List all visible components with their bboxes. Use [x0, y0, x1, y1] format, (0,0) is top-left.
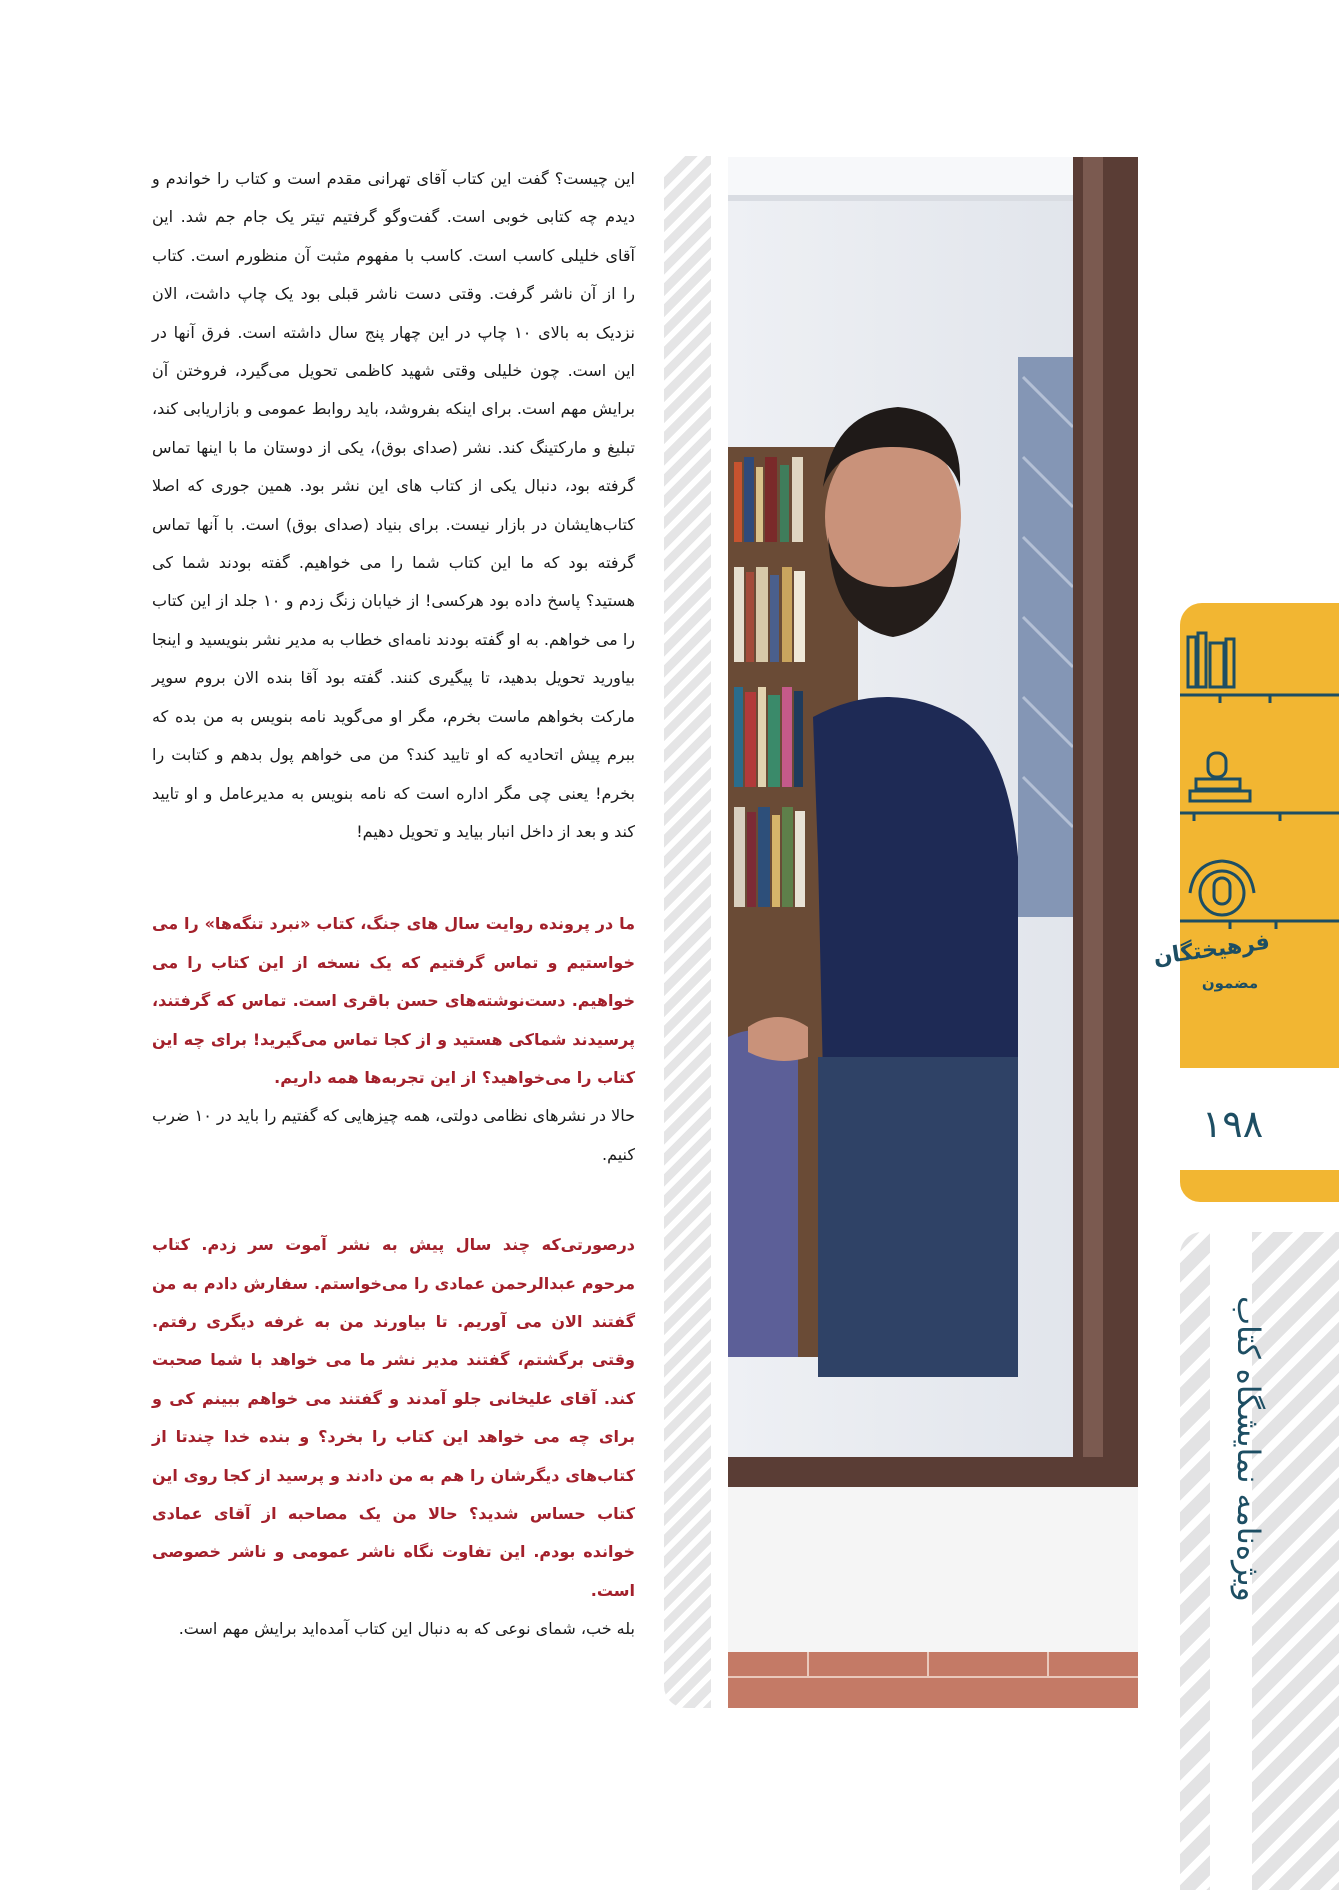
article-text-column — [152, 160, 635, 1649]
article-paragraph: حالا در نشرهای نظامی دولتی، همه چیزهایی که گفتیم را باید در ۱۰ ضرب کنیم. — [152, 1106, 636, 1164]
section-title: ویژه‌نامه نمایشگاه کتاب — [1230, 1296, 1266, 1602]
bookshelf-icon — [1180, 633, 1339, 703]
section-icons — [1180, 603, 1339, 933]
article-highlight-paragraph: ما در پرونده روایت سال های جنگ، کتاب «نبرد تنگه‌ها» را می خواستیم و تماس گرفتیم که یک نسخه از این کتاب را می خواهیم. دست‌نوشته‌های حسن باقری است. تماس که گرفتند، پرسیدند شماکی هستید و از کجا تماس می‌گیرید! برای چه این کتاب را می‌خواهید؟ از این تجربه‌ها همه داریم. — [152, 914, 635, 1087]
brand-name: فرهیختگان — [1152, 929, 1272, 971]
brand-tagline: مضمون — [1201, 974, 1259, 992]
podcast-microphone-icon — [1180, 861, 1339, 929]
article-paragraph: بله خب، شمای نوعی که به دنبال این کتاب آمده‌اید برایش مهم است. — [178, 1619, 635, 1639]
page-number: ۱۹۸ — [1201, 1102, 1264, 1146]
interview-photo — [728, 157, 1138, 1708]
desk-lamp-icon — [1180, 753, 1339, 821]
decorative-stripe-divider — [664, 156, 711, 1708]
magazine-brand — [1152, 929, 1272, 992]
article-paragraph: این چیست؟ گفت این کتاب آقای تهرانی مقدم است و کتاب را خواندم و دیدم چه کتابی خوبی است. گفت‌وگو گرفتیم تیتر یک جام جم شد. این آقای خلیلی کاسب است. کاسب با مفهوم مثبت آن منظورم است. کتاب را از آن ناشر گرفت. وقتی دست ناشر قبلی بود یک چاپ داشت، الان نزدیک به بالای ۱۰ چاپ در این چهار پنج سال داشته است. فرق آنها در این است. چون خلیلی وقتی شهید کاظمی تحویل می‌گیرد، فروختن آن برایش مهم است. برای اینکه بفروشد، باید روابط عمومی و بازاریابی کند، تبلیغ و مارکتینگ کند. نشر (صدای بوق)، یکی از دوستان ما با اینها تماس گرفته بود، دنبال یکی از کتاب های این نشر بود. همین جوری که اصلا کتاب‌هایشان در بازار نیست. برای بنیاد (صدای بوق) است. با آنها تماس گرفته بود که ما این کتاب شما را می خواهیم. گفته بودند شما کی هستید؟ پاسخ داده بود هرکسی! از خیابان زنگ زدم و ۱۰ جلد از این کتاب را می خواهم. به او گفته بودند نامه‌ای خطاب به مدیر نشر بنویسید و اینجا بیاورید تحویل بدهید، تا پیگیری کنند. گفته بود آقا بنده الان بروم سوپر مارکت بخواهم ماست بخرم، مگر او می‌گوید نامه بنویس به من بده که ببرم پیش اتحادیه که او تایید کند؟ من می خواهم پول بدهم و کتابت را بخرم! یعنی چی مگر اداره است که نامه بنویس به مدیرعامل و او تایید کند و بعد از داخل انبار بیاید و تحویل دهیم! — [152, 169, 635, 841]
article-highlight-paragraph: درصورتی‌که چند سال پیش به نشر آموت سر زدم. کتاب مرحوم عبدالرحمن عمادی را می‌خواستم. سفارش دادم به من گفتند الان می آوریم. تا بیاورند من به غرفه دیگری رفتم. وقتی برگشتم، گفتند مدیر نشر ما می خواهد با شما صحبت کند. آقای علیخانی جلو آمدند و گفتند می خواهم ببینم کی و برای چه می خواهد این کتاب را بخرد؟ و بنده خدا چندتا از کتاب‌های دیگرشان را هم به من دادند و پرسید از کجا روی این کتاب حساس شدید؟ حالا من یک مصاحبه از آقای عمادی خوانده بودم. این تفاوت نگاه ناشر عمومی و ناشر خصوصی است. — [152, 1235, 635, 1600]
section-tab-bottom — [1180, 1170, 1339, 1202]
